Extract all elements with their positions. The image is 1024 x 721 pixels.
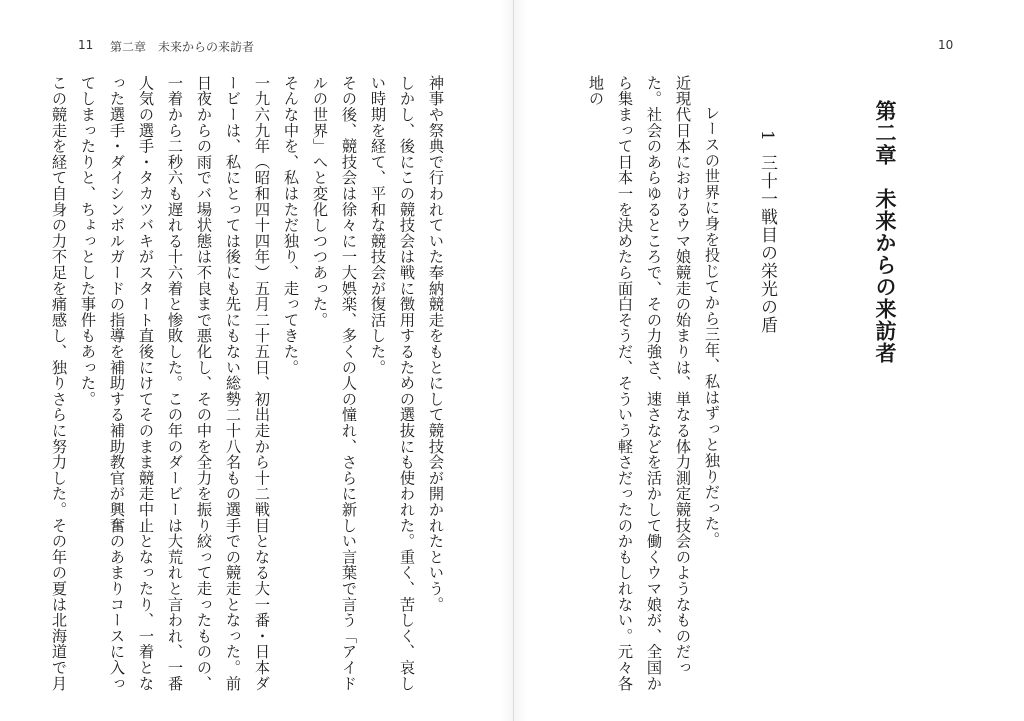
left-body-text: [50, 75, 450, 695]
right-page-number: 10: [938, 38, 954, 52]
section-title: 三十一戦目の栄光の盾: [757, 153, 777, 334]
right-body-text: [586, 75, 726, 695]
running-head: 第二章 未来からの来訪者: [110, 40, 255, 54]
paragraph: レースの世界に身を投じてから三年、私はずっと独りだった。: [703, 105, 721, 548]
paragraph: そんな中を、私はただ独り、走ってきた。: [282, 75, 300, 376]
section-heading: [740, 130, 780, 430]
section-number: 1: [757, 130, 777, 142]
paragraph: その後、競技会は徐々に一大娯楽、多くの人の憧れ、さらに新しい言葉で言う「アイドルの世界」へと変化しつつあった。: [311, 75, 358, 692]
paragraph: 近現代日本におけるウマ娘競走の始まりは、単なる体力測定競技会のようなものだった。社会のあらゆるところで、その力強さ、速さなどを活かして働くウマ娘が、全国から集まって日本一を決めたら面白そうだ、そういう軽さだったのかもしれない。元々各地の: [587, 75, 692, 692]
paragraph: 神事や祭典で行われていた奉納競走をもとにして競技会が開かれたという。: [427, 75, 445, 613]
chapter-title: 第二章 未来からの来訪者: [873, 100, 897, 364]
left-page-number: 11: [78, 38, 94, 52]
paragraph: しかし、後にこの競技会は戦に徴用するための選抜にも使われた。重く、苦しく、哀しい時期を経て、平和な競技会が復活した。: [369, 75, 416, 692]
paragraph: この競走を経て自身の力不足を痛感し、独りさらに努力した。その年の夏は北海道で月: [50, 75, 68, 692]
paragraph: 一九六九年（昭和四十四年）五月二十五日、初出走から十二戦目となる大一番・日本ダービーは、私にとっては後にも先にもない総勢二十八名もの選手での競走となった。前日夜からの雨でバ場状態は不良まで悪化し、その中を全力を振り絞って走ったものの、一着から二秒六も遅れる十六着と惨敗した。この年のダービーは大荒れと言われ、一番人気の選手・タカツバキがスタート直後にけてそのまま競走中止となったり、一着となった選手・ダイシンボルガードの指導を補助する補助教官が興奮のあまりコースに入ってしまったりと、ちょっとした事件もあった。: [79, 75, 271, 692]
